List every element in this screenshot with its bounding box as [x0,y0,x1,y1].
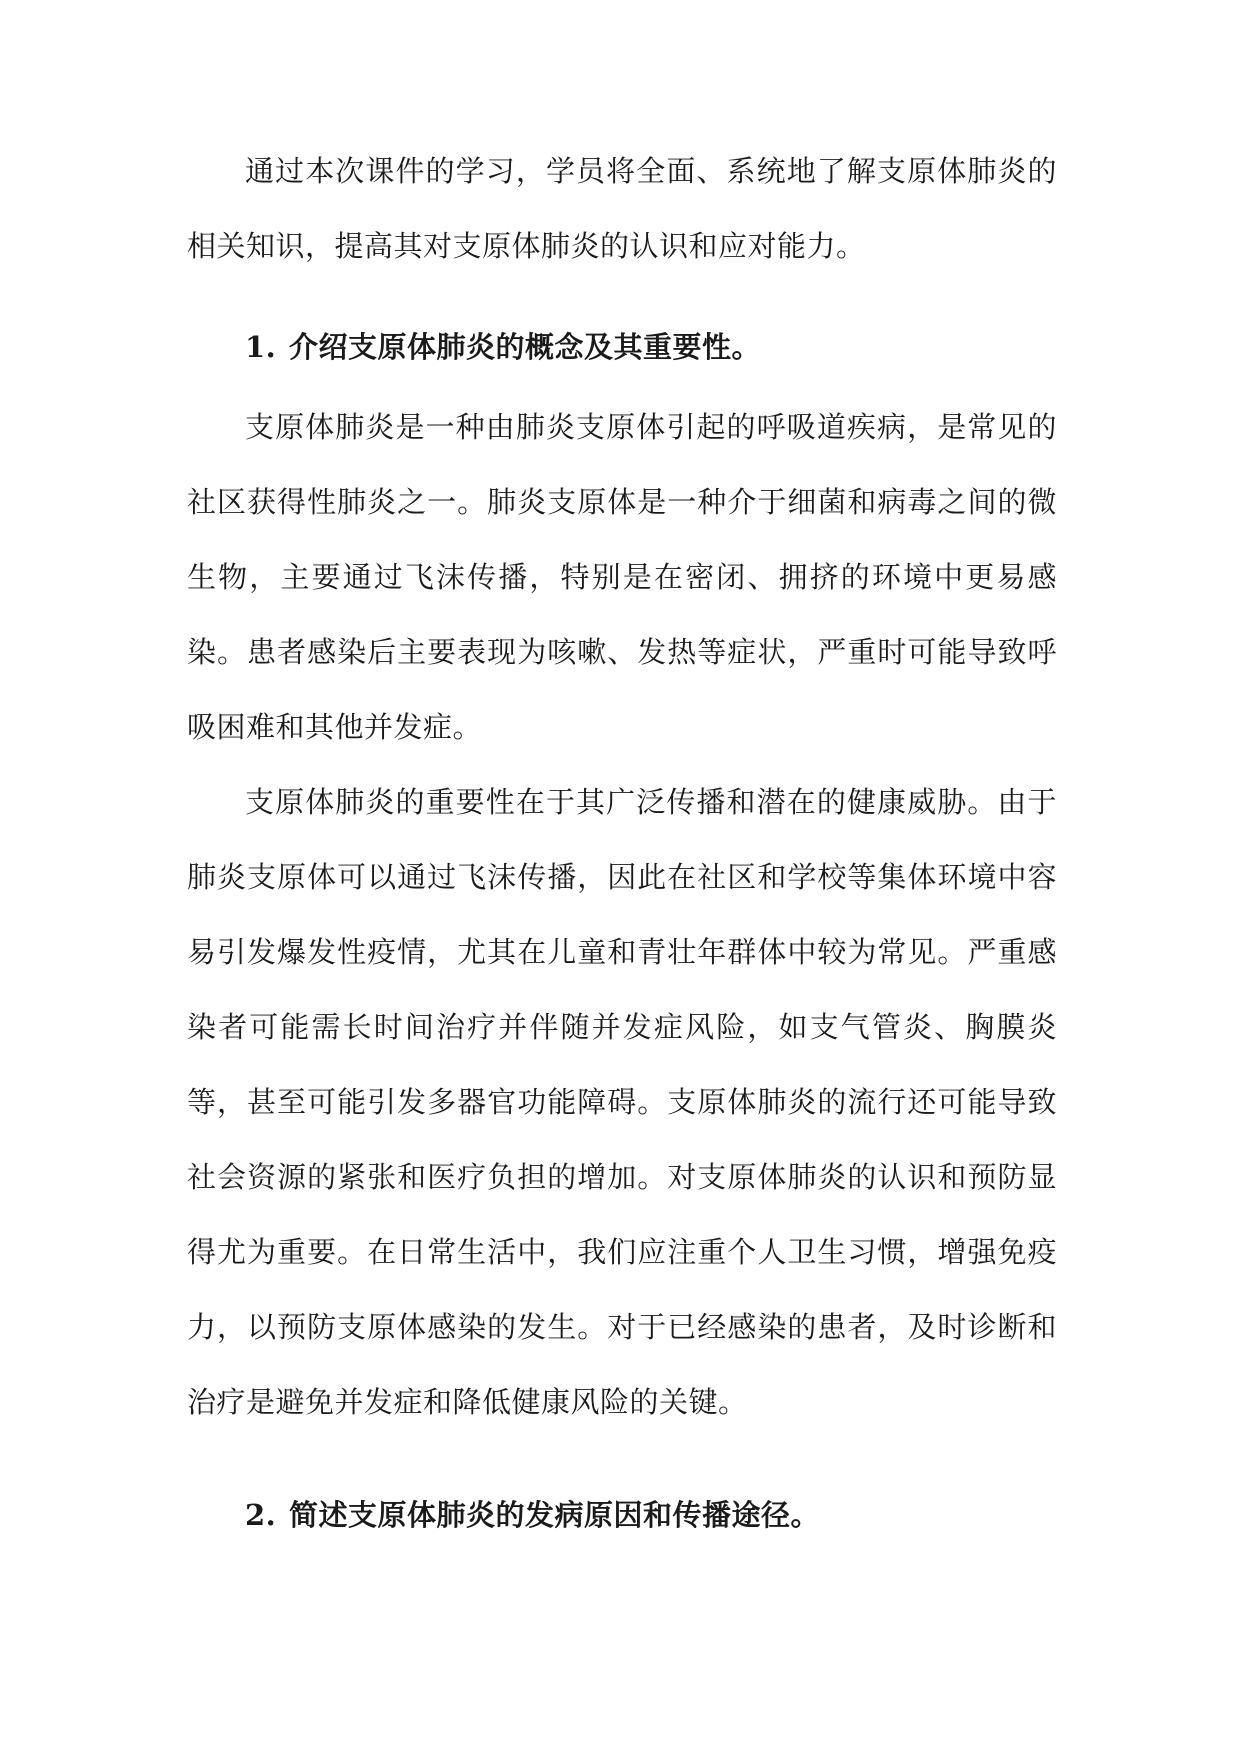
section-2-number: 2. [245,1498,277,1532]
section-1-number: 1. [245,330,277,364]
intro-paragraph: 通过本次课件的学习，学员将全面、系统地了解支原体肺炎的相关知识，提高其对支原体肺炎的认识和应对能力。 [187,154,1057,263]
section-1-paragraph-1: 支原体肺炎是一种由肺炎支原体引起的呼吸道疾病，是常见的社区获得性肺炎之一。肺炎支原体是一种介于细菌和病毒之间的微生物，主要通过飞沫传播，特别是在密闭、拥挤的环境中更易感染。患者感染后主要表现为咳嗽、发热等症状，严重时可能导致呼吸困难和其他并发症。 [187,410,1057,744]
section-1-paragraph-2: 支原体肺炎的重要性在于其广泛传播和潜在的健康威胁。由于肺炎支原体可以通过飞沫传播，因此在社区和学校等集体环境中容易引发爆发性疫情，尤其在儿童和青壮年群体中较为常见。严重感染者可能需长时间治疗并伴随并发症风险，如支气管炎、胸膜炎等，甚至可能引发多器官功能障碍。支原体肺炎的流行还可能导致社会资源的紧张和医疗负担的增加。对支原体肺炎的认识和预防显得尤为重要。在日常生活中，我们应注重个人卫生习惯，增强免疫力，以预防支原体感染的发生。对于已经感染的患者，及时诊断和治疗是避免并发症和降低健康风险的关键。 [187,785,1057,1419]
section-1-title: 介绍支原体肺炎的概念及其重要性。 [289,330,762,364]
section-2-heading [245,1495,1045,1535]
section-1-heading [245,327,1045,367]
section-2-title: 简述支原体肺炎的发病原因和传播途径。 [289,1498,821,1532]
